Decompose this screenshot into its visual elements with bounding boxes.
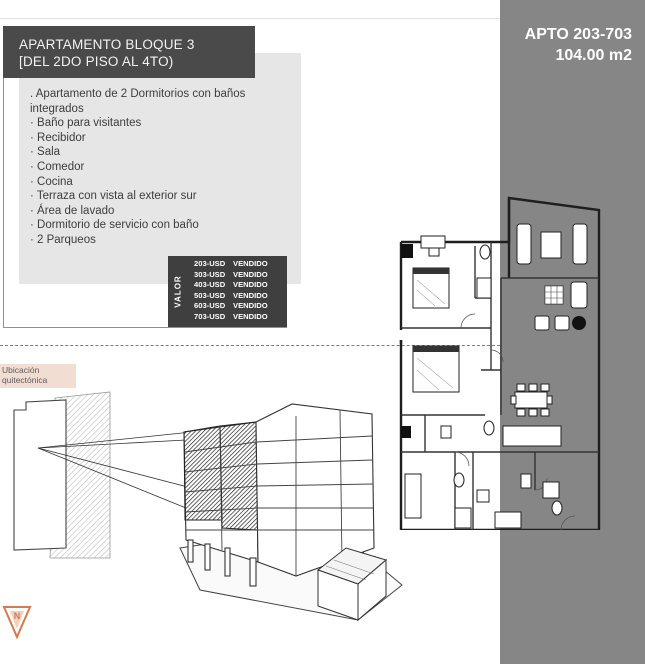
price-status: VENDIDO	[233, 311, 268, 321]
location-label-line-2: quitectónica	[2, 375, 48, 385]
list-item: . Apartamento de 2 Dormitorios con baños integrados	[30, 88, 246, 115]
price-code: 203-USD	[194, 259, 226, 268]
price-status: VENDIDO	[233, 280, 268, 289]
table-row	[194, 270, 268, 281]
price-status: VENDIDO	[233, 269, 268, 279]
building-side	[256, 404, 374, 576]
price-status: VENDIDO	[233, 301, 268, 310]
table-row	[194, 259, 268, 270]
price-list	[194, 259, 268, 322]
title-line-1: APARTAMENTO BLOQUE 3	[19, 37, 195, 52]
price-table	[168, 256, 287, 327]
table-row	[194, 291, 268, 302]
list-item: · Dormitorio de servicio con baño	[30, 219, 199, 232]
building-illustration	[0, 380, 410, 670]
price-status: VENDIDO	[233, 259, 268, 268]
highlighted-unit	[184, 426, 222, 520]
features-list	[30, 87, 270, 248]
list-item: · Área de lavado	[30, 204, 115, 217]
location-label-line-1: Ubicación	[2, 365, 40, 375]
list-item: · Comedor	[30, 160, 85, 173]
price-code: 503-USD	[194, 290, 226, 300]
top-divider	[0, 18, 500, 19]
table-row	[194, 280, 268, 291]
table-row	[194, 301, 268, 312]
list-item: · Recibidor	[30, 131, 86, 144]
price-code: 303-USD	[194, 269, 226, 279]
svg-text:N: N	[13, 611, 21, 621]
floor-plan	[395, 190, 605, 530]
unit-area: 104.00 m2	[555, 47, 632, 64]
north-arrow-icon	[2, 603, 32, 639]
list-item: · 2 Parqueos	[30, 233, 96, 246]
unit-header	[500, 24, 632, 66]
list-item: · Baño para visitantes	[30, 117, 142, 130]
price-status: VENDIDO	[233, 290, 268, 300]
list-item: · Terraza con vista al exterior sur	[30, 190, 197, 203]
site-plan-outline	[14, 400, 66, 550]
title-line-2: [DEL 2DO PISO AL 4TO)	[19, 54, 174, 69]
unit-name: APTO 203-703	[524, 26, 632, 43]
page-title	[3, 26, 255, 78]
table-row	[194, 312, 268, 323]
price-code: 403-USD	[194, 280, 226, 289]
list-item: · Cocina	[30, 175, 73, 188]
list-item: · Sala	[30, 146, 61, 159]
price-label: VALOR	[173, 275, 183, 308]
price-label-container	[170, 258, 186, 325]
price-code: 703-USD	[194, 311, 226, 321]
price-code: 603-USD	[194, 301, 226, 310]
